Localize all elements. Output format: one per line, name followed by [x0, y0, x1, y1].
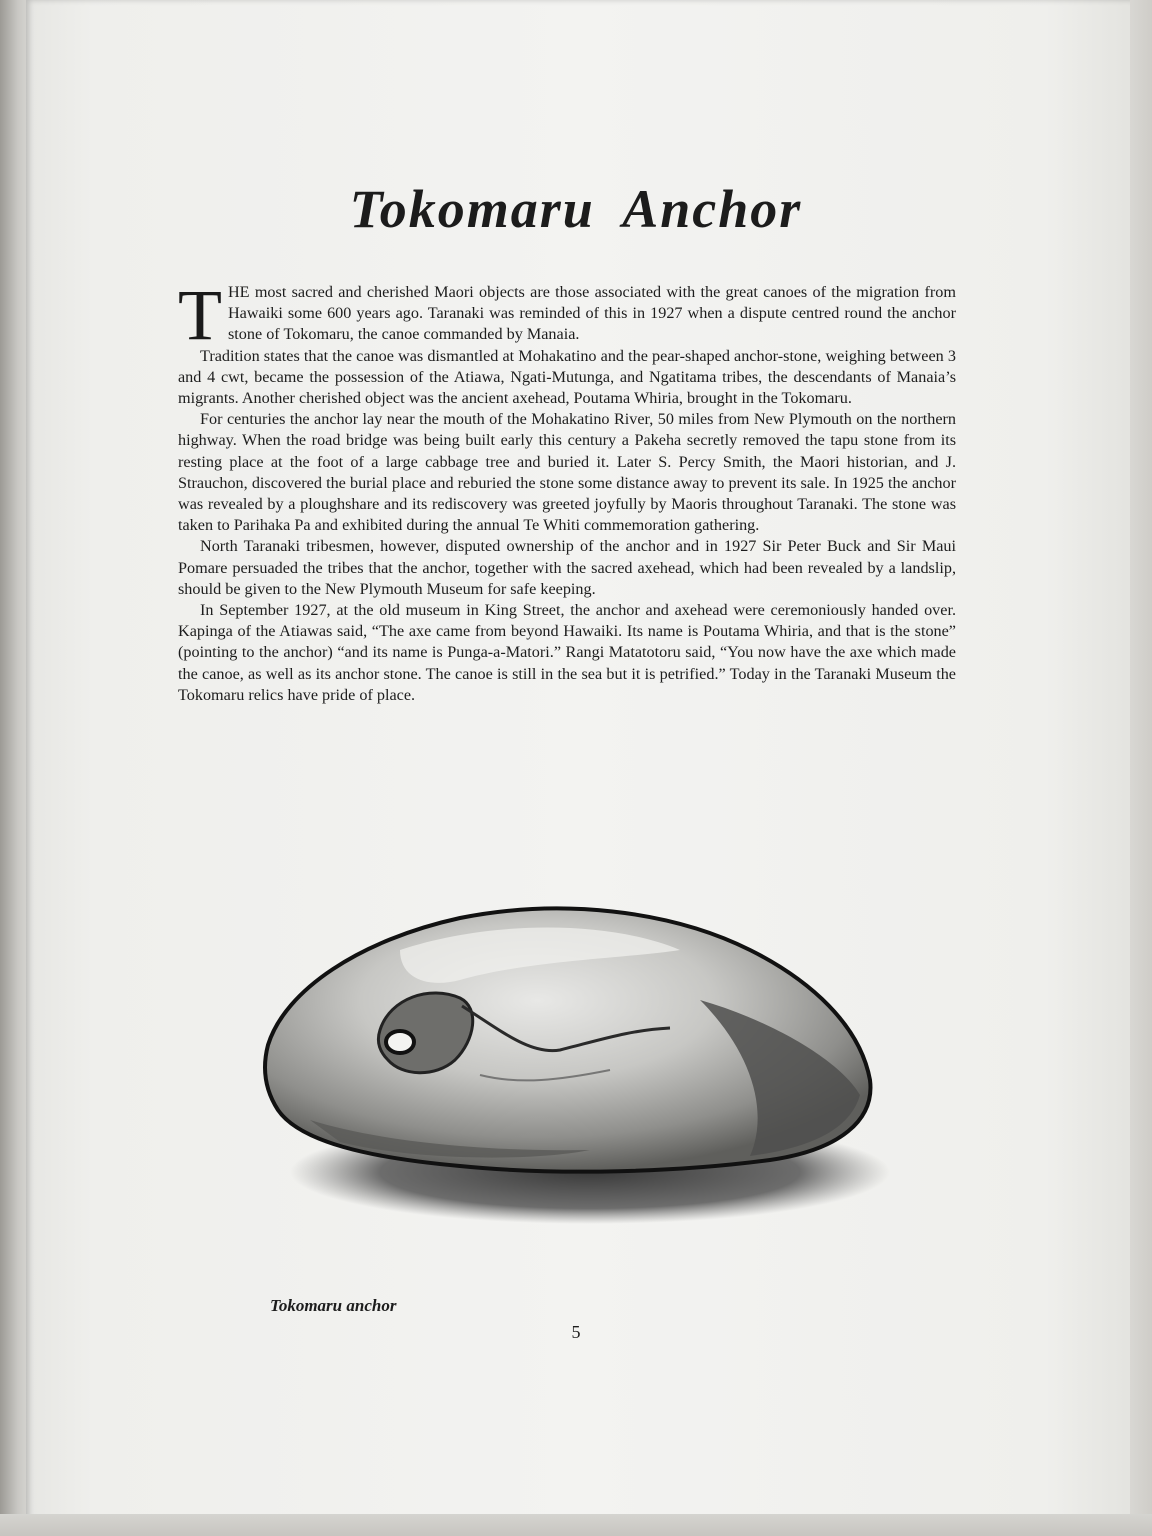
- paragraph-1: [178, 275, 956, 355]
- paragraph-4: North Taranaki tribesmen, however, disputed ownership of the anchor and in 1927 Sir Peter Buck and Sir Maui Pomare persuaded the tribes that the anchor, together with the sacred axehead, which had been revealed by a landslip, should be given to the New Plymouth Museum for safe keeping.: [178, 537, 956, 598]
- paragraph-1-text: HE most sacred and cherished Maori objects are those associated with the great canoes of the migration from Hawaiki some 600 years ago. Taranaki was reminded of this in 1927 when a dispute centred round the anchor stone of Tokomaru, the canoe commanded by Manaia.: [227, 283, 956, 344]
- paragraph-5: In September 1927, at the old museum in King Street, the anchor and axehead were ceremoniously handed over. Kapinga of the Atiawas said, “The axe came from beyond Hawaiki. Its name is Poutama Whiria, and that is the stone” (pointing to the anchor) “and its name is Punga-a-Matori.” Rangi Matatotoru said, “You now have the axe which made the canoe, as well as its anchor stone. The canoe is still in the sea but it is petrified.” Today in the Taranaki Museum the Tokomaru relics have pride of place.: [178, 601, 956, 704]
- page-title: Tokomaru Anchor: [349, 179, 803, 239]
- anchor-stone-illustration: [230, 880, 930, 1240]
- illustration-caption: Tokomaru anchor: [270, 1296, 397, 1315]
- paragraph-3: For centuries the anchor lay near the mouth of the Mohakatino River, 50 miles from New Plymouth on the northern highway. When the road bridge was being built early this century a Pakeha secretly removed the tapu stone from its resting place at the foot of a large cabbage tree and buried it. Later S. Percy Smith, the Maori historian, and J. Strauchon, discovered the burial place and reburied the stone some distance away to prevent its sale. In 1925 the anchor was revealed by a ploughshare and its rediscovery was greeted joyfully by Maoris throughout Taranaki. The stone was taken to Parihaka Pa and exhibited during the annual Te Whiti commemoration gathering.: [178, 410, 956, 535]
- article-body: [178, 275, 956, 706]
- stone-hole: [386, 1031, 414, 1053]
- drop-cap: T: [178, 275, 222, 355]
- page-bottom-edge: [0, 1514, 1152, 1536]
- page-number: 5: [571, 1322, 581, 1342]
- paragraph-2: Tradition states that the canoe was dismantled at Mohakatino and the pear-shaped anchor-stone, weighing between 3 and 4 cwt, became the possession of the Atiawa, Ngati-Mutunga, and Ngatitama tribes, the descendants of Manaia’s migrants. Another cherished object was the ancient axehead, Poutama Whiria, brought in the Tokomaru.: [178, 346, 956, 408]
